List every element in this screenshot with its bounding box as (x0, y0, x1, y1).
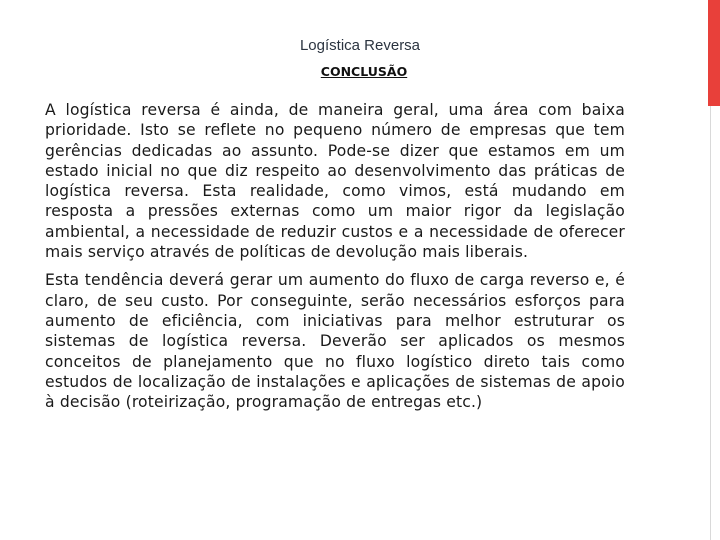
section-heading: CONCLUSÃO (320, 64, 408, 79)
paragraph-2: Esta tendência deverá gerar um aumento do fluxo de carga reverso e, é claro, de seu custo. Por conseguinte, serão necessários esforços para aumento de eficiência, com iniciativas para melhor estruturar os sistemas de logística reversa. Deverão ser aplicados os mesmos conceitos de planejamento que no fluxo logístico direto tais como estudos de localização de instalações e aplicações de sistemas de apoio à decisão (roteirização, programação de entregas etc.) (45, 271, 625, 412)
paragraph-1: A logística reversa é ainda, de maneira geral, uma área com baixa prioridade. Isto se reflete no pequeno número de empresas que tem gerências dedicadas ao assunto. Pode-se dizer que estamos em um estado inicial no que diz respeito ao desenvolvimento das práticas de logística reversa. Esta realidade, como vimos, está mudando em resposta a pressões externas como um maior rigor da legislação ambiental, a necessidade de reduzir custos e a necessidade de oferecer mais serviço através de políticas de devolução mais liberais. (45, 101, 625, 262)
body-text (45, 100, 625, 412)
page-title: Logística Reversa (299, 37, 421, 54)
edge-divider (710, 106, 711, 540)
